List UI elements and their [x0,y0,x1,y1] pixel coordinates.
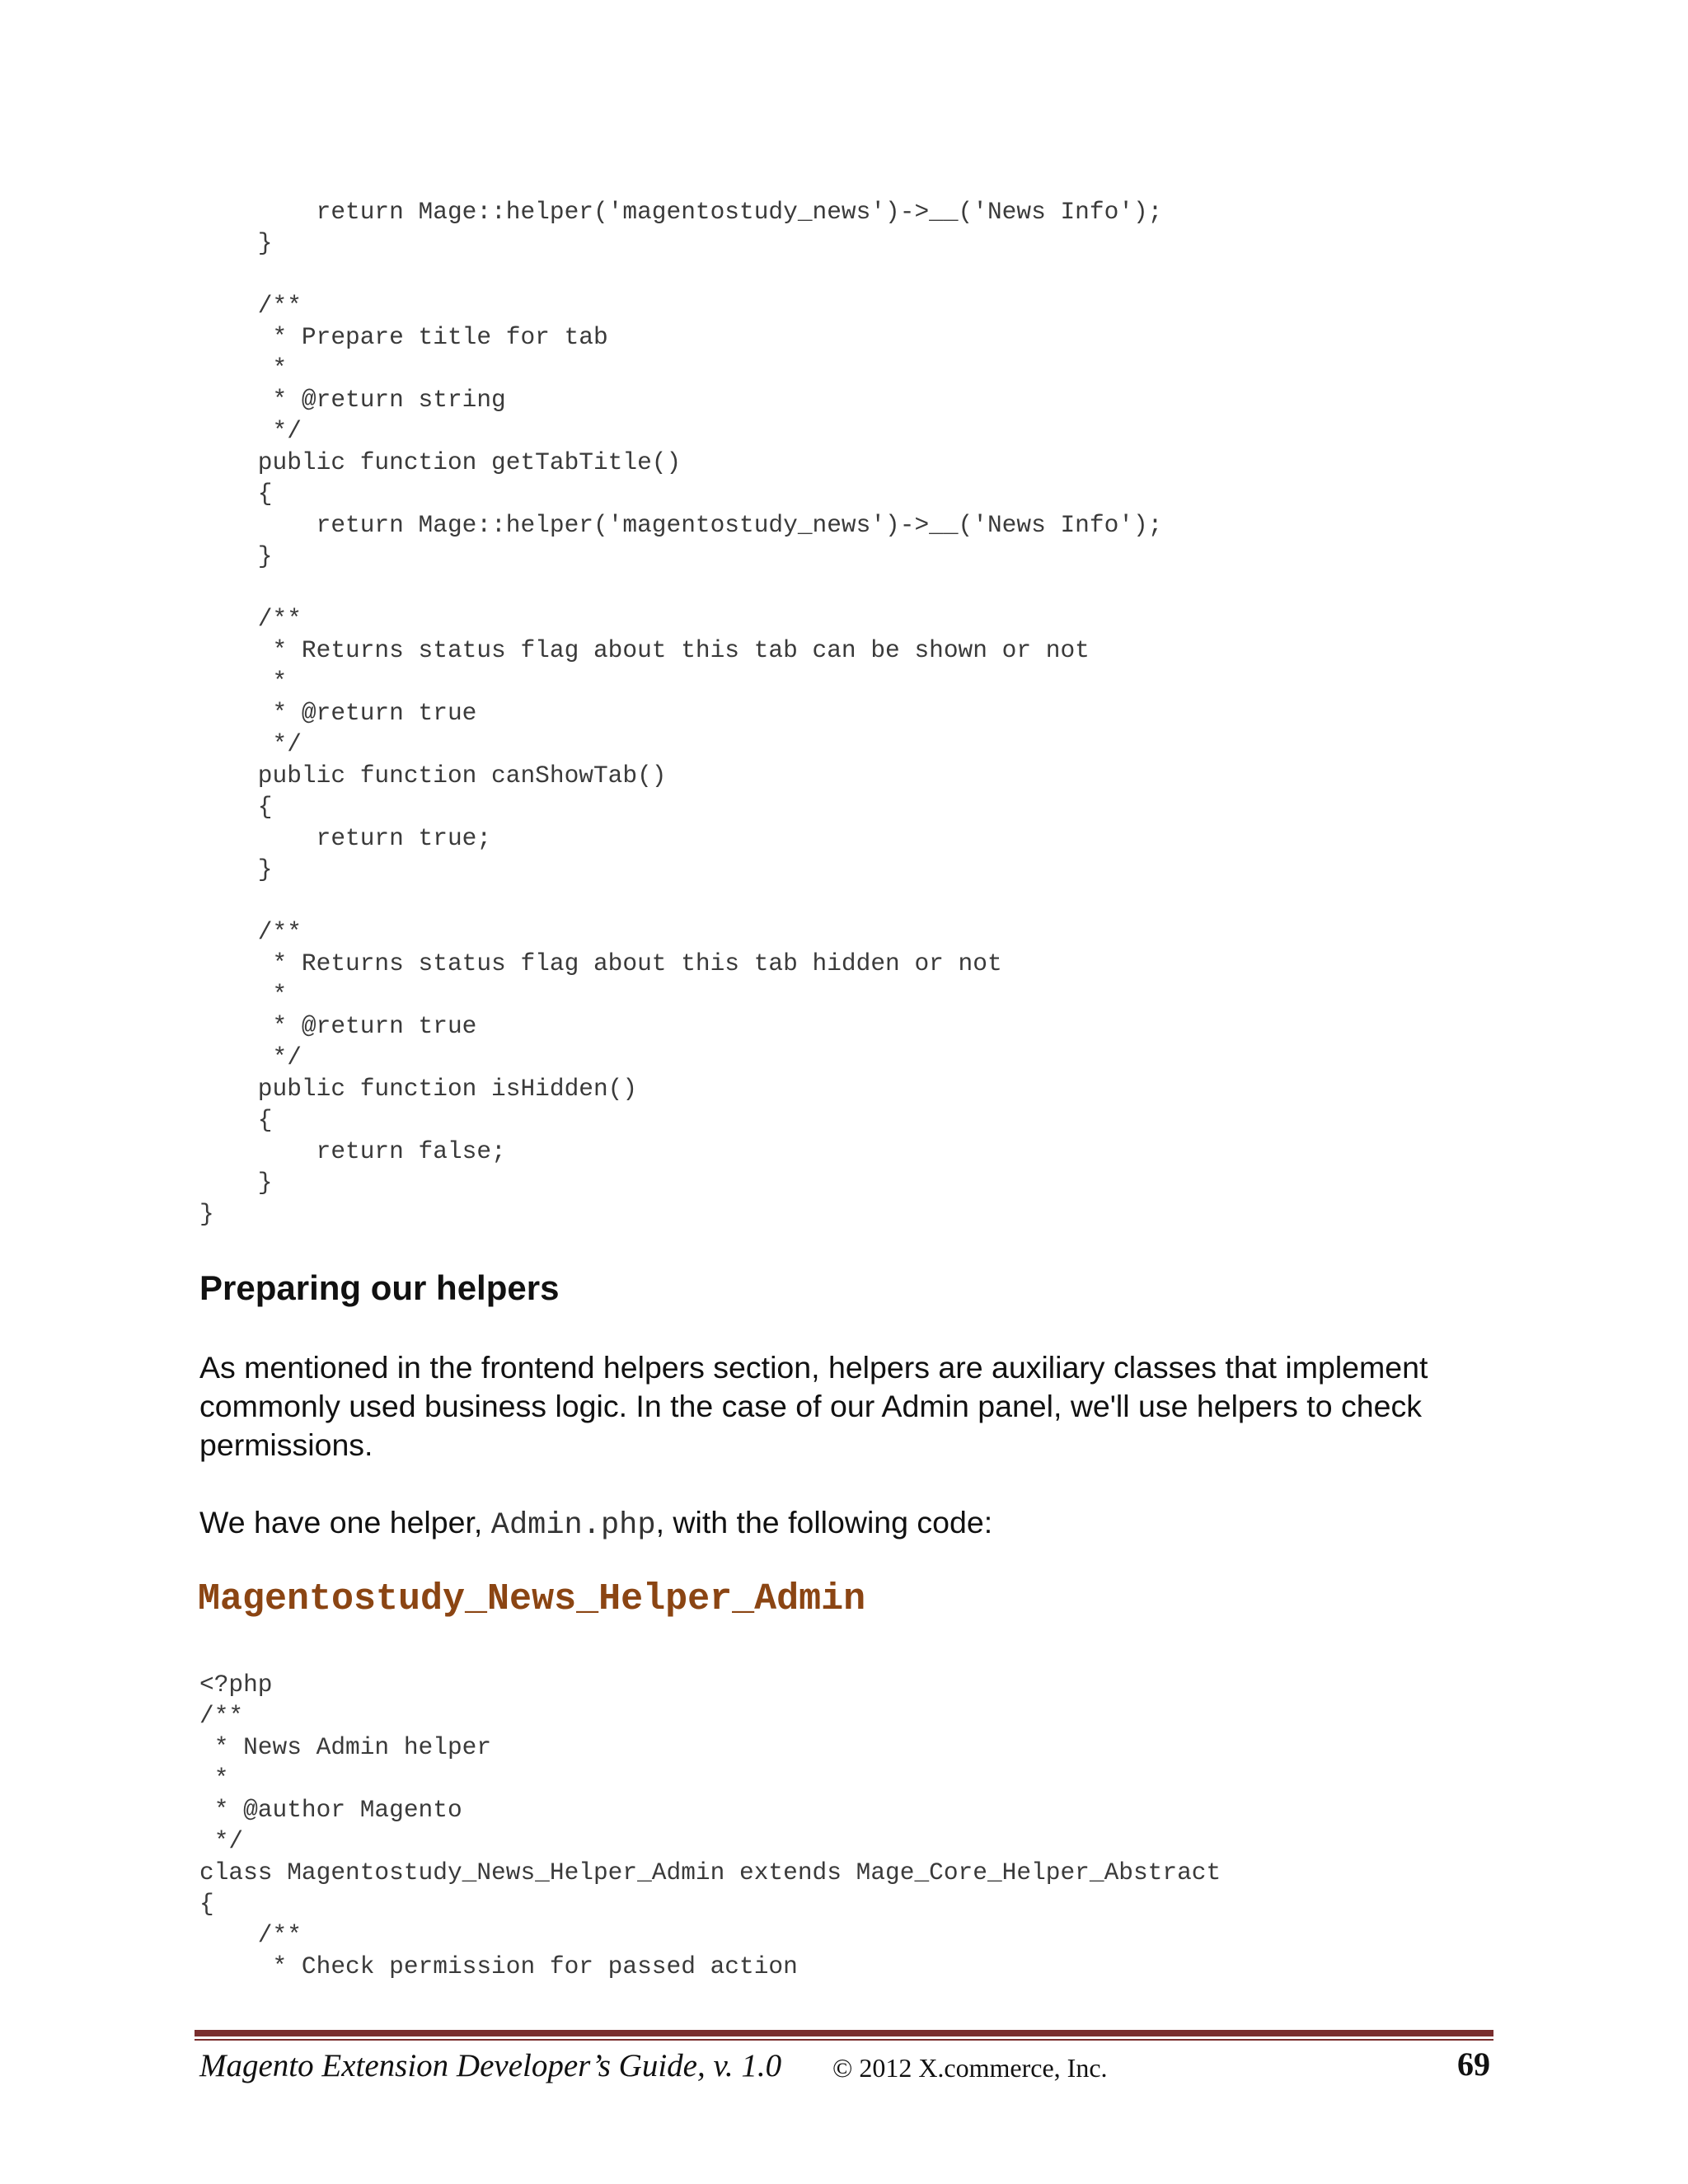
footer-rule-thin [195,2039,1493,2041]
footer-title: Magento Extension Developer’s Guide, v. 1.0 [199,2048,782,2083]
footer-copyright: © 2012 X.commerce, Inc. [832,2053,1108,2083]
code-listing-bottom: <?php /** * News Admin helper * * @author Magento */ class Magentostudy_News_Helper_Admin extends Mage_Core_Helper_Abstract { /** * Check permission for passed action [199,1671,1221,1980]
helper-intro-text-after: , with the following code: [655,1505,993,1540]
helper-intro-paragraph [199,1503,992,1545]
page-number: 69 [1457,2046,1490,2083]
helpers-description-paragraph: As mentioned in the frontend helpers section, helpers are auxiliary classes that implement commonly used business logic. In the case of our Admin panel, we'll use helpers to check permissions. [199,1350,1428,1462]
helper-file-name: Admin.php [490,1508,656,1543]
helper-intro-text-before: We have one helper, [199,1505,491,1540]
code-listing-top: return Mage::helper('magentostudy_news')->__('News Info'); } /** * Prepare title for tab * * @return string */ public function getTabTitle() { return Mage::helper('magentostudy_news')->__('News Info'); } /** * Returns status flag about this tab can be shown or not * * @return true */ public function canShowTab() { return true; } /** * Returns status flag about this tab hidden or not * * @return true */ public function isHidden() { return false; } } [199,198,1163,1228]
footer-rule-thick [195,2030,1493,2036]
section-heading: Preparing our helpers [199,1268,560,1307]
class-heading: Magentostudy_News_Helper_Admin [198,1578,866,1620]
